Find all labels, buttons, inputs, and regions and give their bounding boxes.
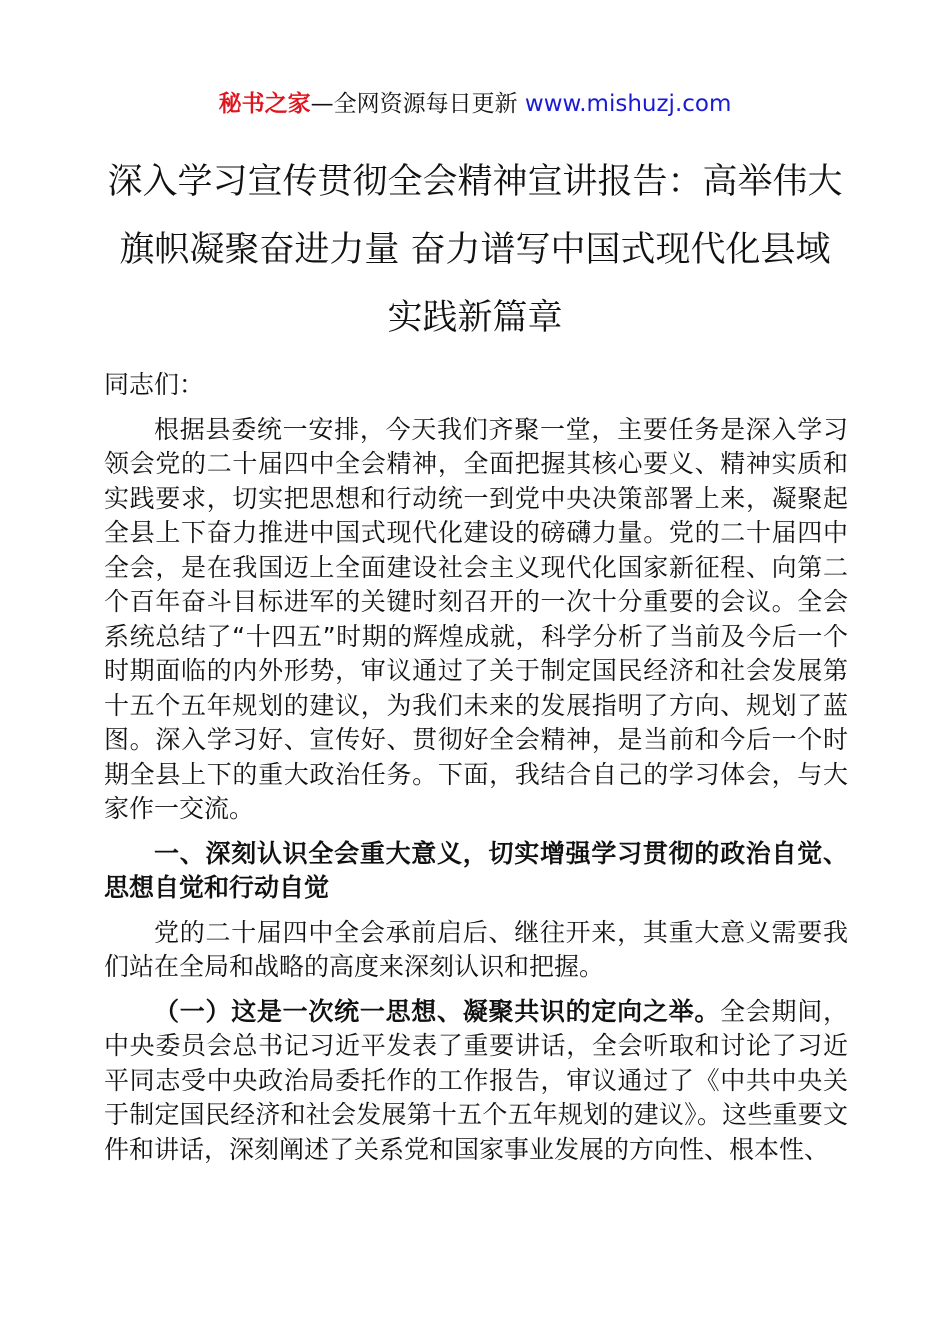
title-line-2: 旗帜凝聚奋进力量 奋力谱写中国式现代化县域 bbox=[119, 230, 831, 270]
site-header bbox=[0, 86, 950, 122]
title-line-1: 深入学习宣传贯彻全会精神宣讲报告：高举伟大 bbox=[107, 162, 843, 202]
paragraph-section-1-intro: 党的二十届四中全会承前启后、继往开来，其重大意义需要我们站在全局和战略的高度来深刻认识和把握。 bbox=[104, 917, 848, 981]
document-title bbox=[80, 148, 870, 352]
paragraph-intro: 根据县委统一安排，今天我们齐聚一堂，主要任务是深入学习领会党的二十届四中全会精神，全面把握其核心要义、精神实质和实践要求，切实把思想和行动统一到党中央决策部署上来，凝聚起全县上下奋力推进中国式现代化建设的磅礴力量。党的二十届四中全会，是在我国迈上全面建设社会主义现代化国家新征程、向第二个百年奋斗目标进军的关键时刻召开的一次十分重要的会议。全会系统总结了“十四五”时期的辉煌成就，科学分析了当前及今后一个时期面临的内外形势，审议通过了关于制定国民经济和社会发展第十五个五年规划的建议，为我们未来的发展指明了方向、规划了蓝图。深入学习好、宣传好、贯彻好全会精神，是当前和今后一个时期全县上下的重大政治任务。下面，我结合自己的学习体会，与大家作一交流。 bbox=[104, 414, 848, 823]
header-tagline: —全网资源每日更新 bbox=[310, 91, 525, 117]
salutation: 同志们： bbox=[104, 370, 205, 399]
paragraph-subsection-1 bbox=[104, 995, 848, 1168]
title-line-3: 实践新篇章 bbox=[387, 298, 563, 338]
subsection-1-text: 全会期间，中央委员会总书记习近平发表了重要讲话，全会听取和讨论了习近平同志受中央政治局委托作的工作报告，审议通过了《中共中央关于制定国民经济和社会发展第十五个五年规划的建议》。这些重要文件和讲话，深刻阐述了关系党和国家事业发展的方向性、根本性、 bbox=[104, 996, 848, 1164]
section-heading-1: 一、深刻认识全会重大意义，切实增强学习贯彻的政治自觉、思想自觉和行动自觉 bbox=[104, 838, 848, 902]
document-body bbox=[104, 368, 848, 1167]
brand-name: 秘书之家 bbox=[218, 91, 311, 117]
site-url-link[interactable]: www.mishuzj.com bbox=[524, 91, 732, 117]
subsection-heading-1: （一）这是一次统一思想、凝聚共识的定向之举。 bbox=[154, 996, 721, 1026]
